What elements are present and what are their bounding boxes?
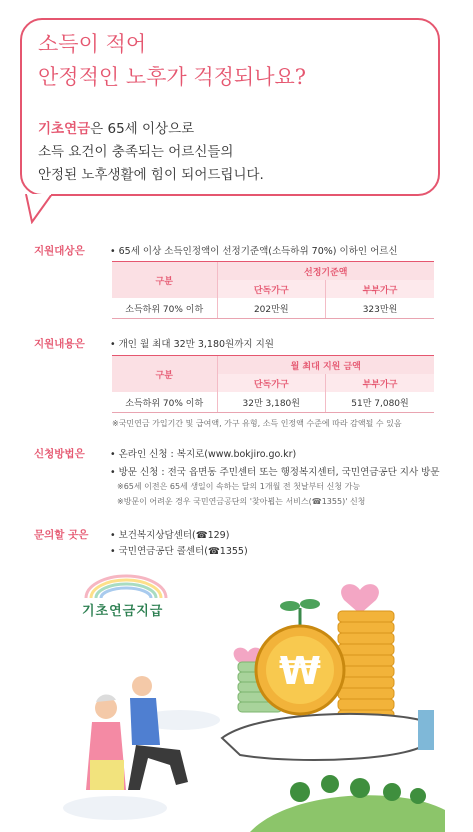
application-note-2: ※방문이 어려운 경우 국민연금공단의 '찾아뵙는 서비스(☎1355)' 신청 <box>117 497 366 506</box>
support-table <box>112 355 434 413</box>
intro-line3: 안정된 노후생활에 힘이 되어드립니다. <box>38 167 264 183</box>
building-icon <box>418 710 434 750</box>
support-bullet: • 개인 월 최대 32만 3,180원까지 지원 <box>110 339 274 350</box>
support-col-header: 구분 <box>112 356 217 393</box>
eligibility-row-single: 202만원 <box>217 298 326 319</box>
hand-illustration <box>222 714 430 760</box>
table-row <box>112 298 434 319</box>
intro-highlight: 기초연금 <box>38 121 91 137</box>
headline-line1: 소득이 적어 <box>38 32 147 56</box>
intro-text <box>38 118 264 187</box>
won-symbol: ₩ <box>279 649 321 693</box>
pension-illustration <box>0 560 473 832</box>
eligibility-row-category: 소득하위 70% 이하 <box>112 298 217 319</box>
support-sub-header-couple: 부부가구 <box>326 374 435 392</box>
cloud-icon <box>63 796 167 820</box>
support-row-category: 소득하위 70% 이하 <box>112 392 217 413</box>
support-label: 지원내용은 <box>34 338 85 350</box>
support-sub-header-single: 단독가구 <box>217 374 326 392</box>
headline-line2: 안정적인 노후가 걱정되나요? <box>38 65 307 89</box>
intro-line1: 은 65세 이상으로 <box>90 121 195 137</box>
support-row-single: 32만 3,180원 <box>217 392 326 413</box>
application-bullet-visit: • 방문 신청 : 전국 읍면동 주민센터 또는 행정복지센터, 국민연금공단 지사 방문 <box>110 467 440 478</box>
support-note: ※국민연금 가입기간 및 급여액, 가구 유형, 소득 인정액 수준에 따라 감액될 수 있음 <box>112 419 402 428</box>
contact-item-2: • 국민연금공단 콜센터(☎1355) <box>110 546 248 557</box>
application-visit-text: 방문 신청 : 전국 읍면동 주민센터 또는 행정복지센터, 국민연금공단 지사 방문 <box>118 467 440 478</box>
eligibility-bullet: • 65세 이상 소득인정액이 선정기준액(소득하위 70%) 이하인 어르신 <box>110 246 398 257</box>
won-coin-icon <box>256 626 344 714</box>
rainbow-icon <box>86 576 166 598</box>
application-online-text: 온라인 신청 : 복지로(www.bokjiro.go.kr) <box>118 449 297 460</box>
eligibility-label: 지원대상은 <box>34 245 85 257</box>
contact-item-1: • 보건복지상담센터(☎129) <box>110 530 230 541</box>
elderly-couple-illustration <box>86 676 188 790</box>
eligibility-group-header: 선정기준액 <box>217 262 434 281</box>
intro-line2: 소득 요건이 충족되는 어르신들의 <box>38 144 234 160</box>
eligibility-row-couple: 323만원 <box>326 298 435 319</box>
basic-pension-logo-text: 기초연금지급 <box>82 604 164 619</box>
support-bullet-text: 개인 월 최대 32만 3,180원까지 지원 <box>118 339 274 350</box>
headline <box>38 28 306 94</box>
speech-bubble-tail <box>24 194 54 224</box>
table-row <box>112 392 434 413</box>
contact-item-1-text: 보건복지상담센터(☎129) <box>118 530 230 541</box>
eligibility-sub-header-single: 단독가구 <box>217 280 326 298</box>
contact-item-2-text: 국민연금공단 콜센터(☎1355) <box>118 546 248 557</box>
heart-icon <box>341 584 379 614</box>
support-row-couple: 51만 7,080원 <box>326 392 435 413</box>
eligibility-table <box>112 261 434 319</box>
support-group-header: 월 최대 지원 금액 <box>217 356 434 375</box>
application-bullet-online: • 온라인 신청 : 복지로(www.bokjiro.go.kr) <box>110 449 297 460</box>
eligibility-sub-header-couple: 부부가구 <box>326 280 435 298</box>
application-label: 신청방법은 <box>34 448 85 460</box>
application-note-1: ※65세 이전은 65세 생일이 속하는 달의 1개월 전 첫날부터 신청 가능 <box>117 482 361 491</box>
eligibility-bullet-text: 65세 이상 소득인정액이 선정기준액(소득하위 70%) 이하인 어르신 <box>118 246 398 257</box>
contact-label: 문의할 곳은 <box>34 529 89 541</box>
eligibility-col-header: 구분 <box>112 262 217 299</box>
